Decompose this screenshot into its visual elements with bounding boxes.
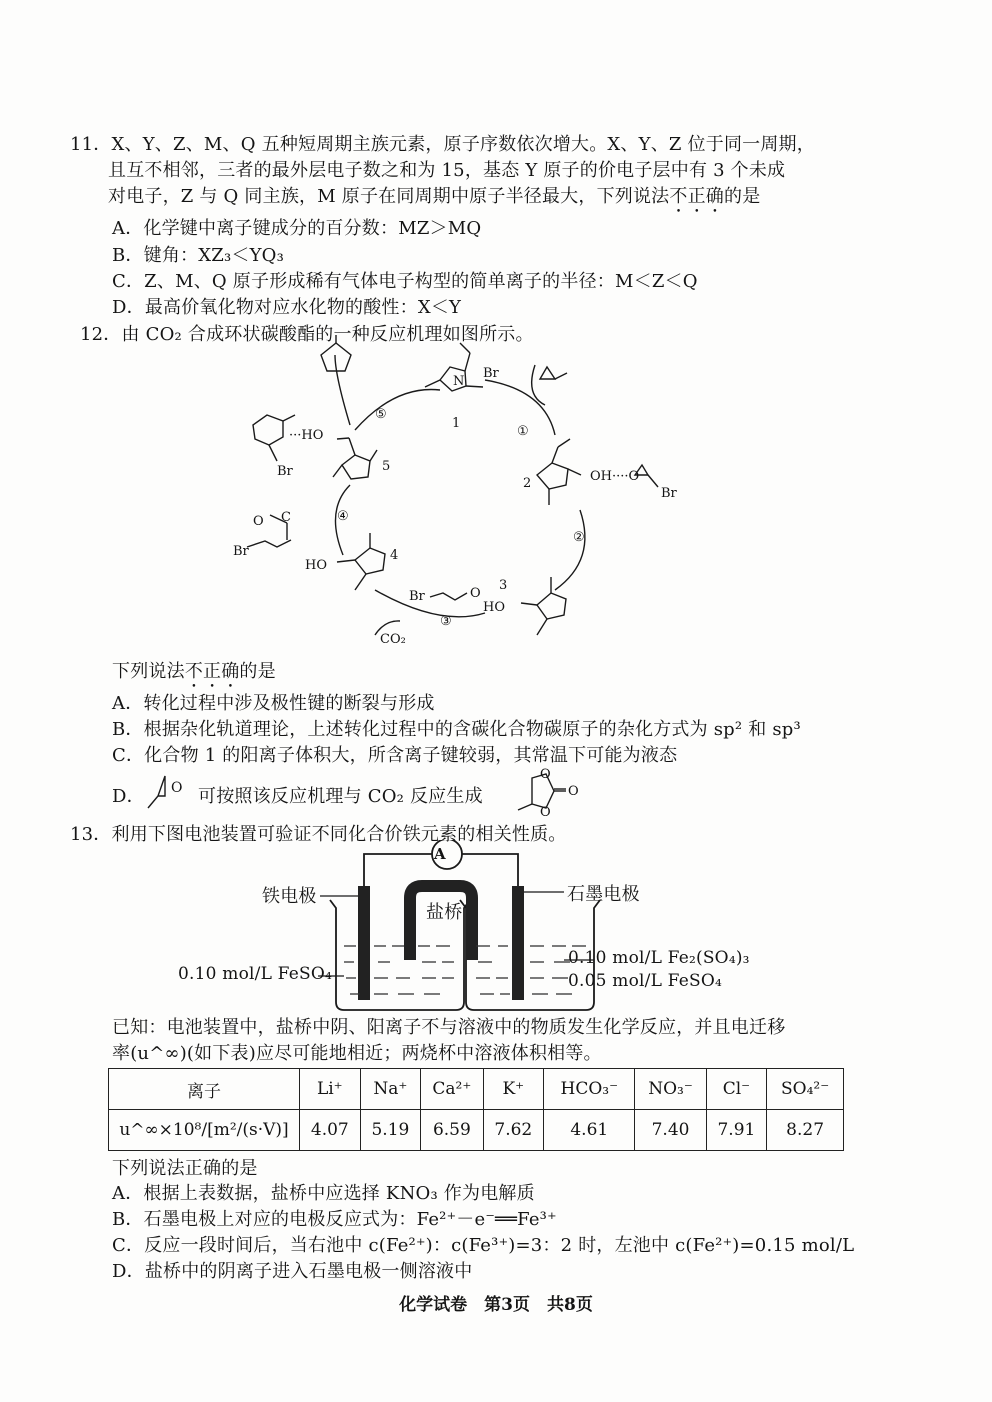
q13-known-line-2: 率(u^∞)(如下表)应尽可能地相近；两烧杯中溶液体积相等。 (112, 1043, 602, 1064)
c-atom-4: C (281, 510, 291, 525)
label-compound-5: 5 (382, 459, 391, 474)
table-row-label: u^∞×10⁸/[m²/(s·V)] (109, 1110, 300, 1151)
q13-option-c: C．反应一段时间后，当右池中 c(Fe²⁺)：c(Fe³⁺)=3：2 时，左池中 c(Fe²⁺)=0.15 mol/L (112, 1235, 855, 1256)
q12-option-a: A．转化过程中涉及极性键的断裂与形成 (112, 693, 435, 714)
q13-option-d: D．盐桥中的阴离子进入石墨电极一侧溶液中 (112, 1261, 473, 1282)
q11-stem-line-2: 且互不相邻，三者的最外层电子数之和为 15，基态 Y 原子的价电子层中有 3 个未成 (108, 160, 786, 181)
q11-stem-line-3 (108, 182, 760, 217)
q13-known-line-1: 已知：电池装置中，盐桥中阴、阳离子不与溶液中的物质发生化学反应，并且电迁移 (112, 1017, 786, 1038)
label-compound-1: 1 (452, 416, 461, 431)
q12-prompt (112, 657, 276, 692)
br-atom-5: Br (277, 464, 293, 479)
arrow-step-2 (555, 510, 585, 590)
graphite-electrode-label: 石墨电极 (567, 884, 640, 905)
q11-option-a: A．化学键中离子键成分的百分数：MZ＞MQ (112, 218, 482, 239)
ion-mobility-table (108, 1068, 844, 1151)
table-value: 6.59 (421, 1110, 483, 1151)
hbond-label-2: OH····O (590, 469, 640, 484)
label-compound-2: 2 (523, 476, 532, 491)
q11-stem-line-1: 11．X、Y、Z、M、Q 五种短周期主族元素，原子序数依次增大。X、Y、Z 位于同一周期， (70, 134, 815, 155)
ho-label-4: HO (305, 558, 327, 573)
table-ion: Na⁺ (360, 1069, 421, 1110)
arrow-step-5 (355, 390, 440, 431)
n-plus-1: N (453, 374, 465, 389)
left-solution-label: 0.10 mol/L FeSO₄ (178, 964, 332, 984)
br-atom-3: Br (409, 589, 425, 604)
label-step-5: ⑤ (375, 407, 387, 422)
right-solution-label-1: 0.10 mol/L Fe₂(SO₄)₃ (568, 948, 750, 968)
graphite-electrode (512, 886, 524, 1000)
q13-option-a: A．根据上表数据，盐桥中应选择 KNO₃ 作为电解质 (112, 1183, 535, 1204)
q12-option-c: C．化合物 1 的阳离子体积大，所含离子键较弱，其常温下可能为液态 (112, 745, 678, 766)
q13-stem: 13．利用下图电池装置可验证不同化合价铁元素的相关性质。 (70, 824, 567, 845)
carbonate-o-top: O (540, 767, 551, 782)
q12-emphasis-text: 不正确 (184, 661, 240, 682)
salt-bridge-label: 盐桥 (426, 902, 463, 923)
table-header-row (109, 1069, 844, 1110)
table-value: 7.62 (483, 1110, 544, 1151)
q11-option-b: B．键角：XZ₃＜YQ₃ (112, 245, 285, 266)
oxirane-o-atom: O (171, 780, 183, 796)
table-value: 7.91 (706, 1110, 767, 1151)
table-ion: Cl⁻ (706, 1069, 767, 1110)
label-step-3: ③ (440, 614, 452, 629)
carbonate-o-bottom: O (540, 805, 551, 818)
table-value: 4.07 (300, 1110, 361, 1151)
q12-option-b: B．根据杂化轨道理论，上述转化过程中的含碳化合物碳原子的杂化方式为 sp² 和 sp³ (112, 719, 801, 740)
q11-option-d: D．最高价氧化物对应水化物的酸性：X＜Y (112, 297, 462, 318)
q12-prompt-end: 的是 (239, 661, 276, 682)
q12-option-d-text: 可按照该反应机理与 CO₂ 反应生成 (198, 786, 483, 807)
q11-option-c: C．Z、M、Q 原子形成稀有气体电子构型的简单离子的半径：M＜Z＜Q (112, 271, 698, 292)
q11-stem-end: 的是 (724, 186, 761, 207)
table-ion: HCO₃⁻ (544, 1069, 635, 1110)
q11-stem-line-3-text: 对电子，Z 与 Q 同主族，M 原子在同周期中原子半径最大，下列说法 (108, 186, 670, 207)
br-anion-1: Br (483, 366, 499, 381)
q13-option-b: B．石墨电极上对应的电极反应式为：Fe²⁺－e⁻══Fe³⁺ (112, 1209, 557, 1230)
q12-prompt-pre: 下列说法 (112, 661, 185, 682)
propylene-carbonate-structure (512, 764, 590, 818)
right-solution-label-2: 0.05 mol/L FeSO₄ (568, 971, 722, 991)
label-step-1: ① (517, 424, 529, 439)
q13-prompt: 下列说法正确的是 (112, 1158, 258, 1179)
label-step-2: ② (573, 530, 585, 545)
br-atom-2: Br (661, 486, 677, 501)
q12-stem: 12．由 CO₂ 合成环状碳酸酯的一种反应机理如图所示。 (80, 324, 534, 345)
arrow-step-3 (375, 590, 485, 617)
ammeter-label: A (434, 845, 446, 863)
q12-option-d: D． (112, 786, 145, 807)
electrochemical-cell-diagram (160, 840, 780, 1020)
ho-label-3: HO (483, 600, 505, 615)
table-value: 4.61 (544, 1110, 635, 1151)
co2-label: CO₂ (380, 632, 406, 647)
iron-electrode-label: 铁电极 (262, 886, 317, 907)
o-minus-3: O (470, 586, 481, 601)
label-step-4: ④ (337, 509, 349, 524)
label-compound-4: 4 (390, 548, 399, 563)
table-ion: SO₄²⁻ (767, 1069, 844, 1110)
table-ion: K⁺ (483, 1069, 544, 1110)
table-ion: NO₃⁻ (635, 1069, 706, 1110)
reaction-mechanism-diagram (225, 335, 705, 655)
label-compound-3: 3 (499, 578, 508, 593)
hbond-label-5: ···HO (289, 428, 324, 443)
table-value-row (109, 1110, 844, 1151)
iron-electrode (358, 886, 370, 1000)
o-atom-4: O (253, 514, 264, 529)
table-value: 7.40 (635, 1110, 706, 1151)
table-header-label: 离子 (109, 1069, 300, 1110)
table-value: 5.19 (360, 1110, 421, 1151)
q11-emphasis-text: 不正确 (669, 186, 724, 207)
methyl-oxirane-structure (145, 770, 195, 812)
table-ion: Ca²⁺ (421, 1069, 483, 1110)
br-atom-4: Br (233, 544, 249, 559)
page-footer: 化学试卷 第3页 共8页 (399, 1295, 593, 1315)
carbonate-o-double: O (568, 784, 579, 799)
table-ion: Li⁺ (300, 1069, 361, 1110)
table-value: 8.27 (767, 1110, 844, 1151)
